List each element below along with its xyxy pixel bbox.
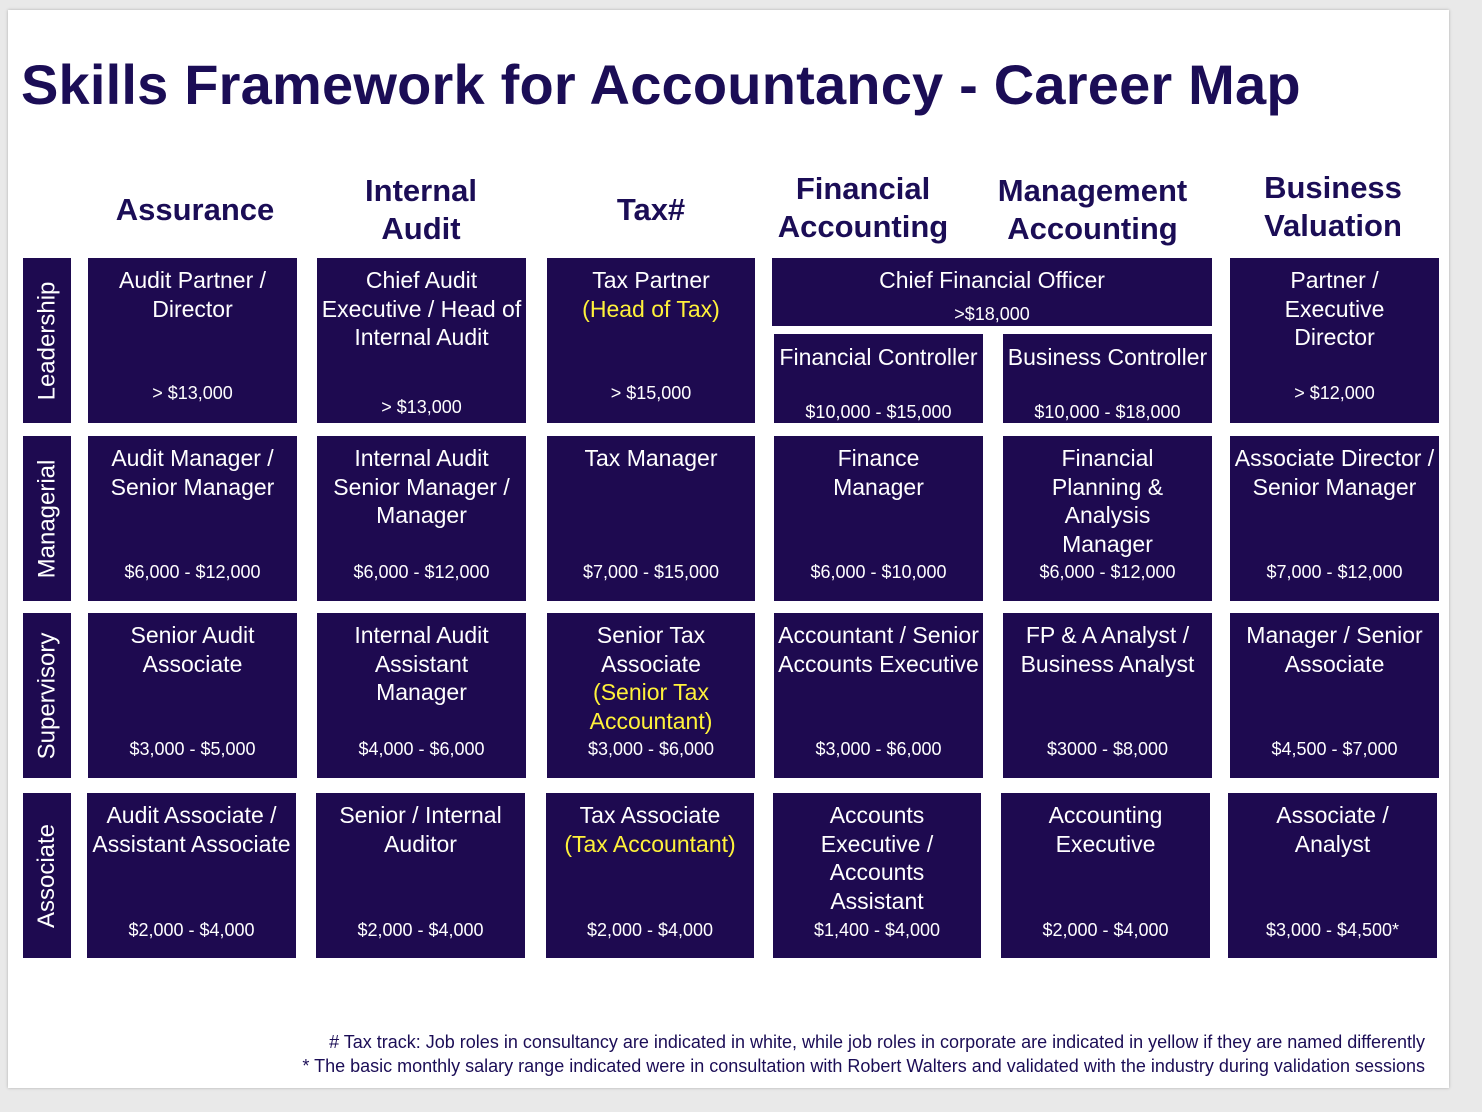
role-title: Accounts Executive / Accounts Assistant [820,802,934,915]
salary-range: $6,000 - $12,000 [1039,562,1176,582]
role-financial-controller [774,334,983,423]
role-senior-tax-associate [547,613,755,778]
salary-range: $6,000 - $12,000 [124,562,261,582]
role-title: Audit Partner / Director [118,267,267,322]
role-associate-analyst [1228,793,1437,958]
salary-range: $2,000 - $4,000 [357,920,484,940]
role-title: Internal Audit Assistant Manager [354,622,489,706]
role-fpa-manager [1003,436,1212,601]
role-title: Accounting Executive [1048,802,1163,857]
role-finance-manager [774,436,983,601]
role-internal-audit-senior-manager [317,436,526,601]
column-header-management-accounting: Management Accounting [997,173,1188,246]
role-tax-partner [547,258,755,423]
tax-track-footnote: # Tax track: Job roles in consultancy are indicated in white, while job roles in corporate are indicated in yellow if they are named differently [329,1032,1425,1052]
salary-range: $3,000 - $4,500* [1265,920,1400,940]
column-header-business-valuation: Business Valuation [1264,170,1402,243]
role-title: Audit Manager / Senior Manager [110,445,275,500]
salary-range: > $13,000 [152,383,233,403]
role-title: Financial Planning & Analysis Manager [1051,445,1164,558]
corporate-role-title: (Tax Accountant) [564,830,736,857]
footnotes [302,1030,1425,1078]
role-tax-associate [546,793,754,958]
role-accounts-executive [773,793,981,958]
level-label-associate: Associate [23,793,71,958]
role-title: Internal Audit Senior Manager / Manager [333,445,510,529]
role-title: Associate Director / Senior Manager [1234,445,1435,500]
salary-range: > $12,000 [1294,383,1375,403]
role-title: Business Controller [1007,344,1208,370]
column-header-internal-audit: Internal Audit [365,173,477,246]
salary-range: $2,000 - $4,000 [1042,920,1169,940]
salary-range: $1,400 - $4,000 [813,920,941,940]
salary-range: > $15,000 [610,383,692,403]
salary-range: $10,000 - $15,000 [805,402,952,422]
level-label-supervisory: Supervisory [23,613,71,778]
level-label-leadership: Leadership [23,258,71,423]
role-title: Associate / Analyst [1276,802,1389,857]
column-header-financial-accounting: Financial Accounting [777,171,949,244]
role-audit-associate [87,793,296,958]
salary-range: $10,000 - $18,000 [1034,402,1181,422]
role-title: Financial Controller [779,344,978,370]
role-tax-manager [547,436,755,601]
role-title: Manager / Senior Associate [1246,622,1423,677]
salary-range: $6,000 - $10,000 [810,562,947,582]
salary-range: $7,000 - $12,000 [1266,562,1403,582]
salary-range: $3,000 - $5,000 [129,739,256,759]
role-title: Accountant / Senior Accounts Executive [778,622,979,677]
role-business-controller [1003,334,1212,423]
role-title: Tax Partner [592,267,710,293]
role-title: Tax Manager [584,445,718,471]
salary-range: $7,000 - $15,000 [582,562,720,582]
salary-range: $2,000 - $4,000 [128,920,255,940]
corporate-role-title: (Senior Tax Accountant) [589,679,713,735]
salary-range: $2,000 - $4,000 [586,920,714,940]
role-manager-senior-associate [1230,613,1439,778]
salary-range: $6,000 - $12,000 [353,562,490,582]
role-title: Audit Associate / Assistant Associate [92,802,291,857]
salary-range: > $13,000 [381,397,462,417]
role-senior-audit-associate [88,613,297,778]
role-title: Chief Financial Officer [879,267,1105,293]
level-label-managerial: Managerial [23,436,71,601]
role-title: Chief Audit Executive / Head of Internal Audit [321,267,522,351]
role-internal-auditor [316,793,525,958]
role-title: FP & A Analyst / Business Analyst [1020,622,1195,677]
column-header-tax: Tax# [616,192,686,228]
role-accountant [774,613,983,778]
salary-range: $4,500 - $7,000 [1271,739,1398,759]
role-title: Senior Tax Associate [596,622,706,677]
role-title: Partner / Executive Director [1284,267,1385,351]
role-fpa-analyst [1003,613,1212,778]
role-accounting-executive [1001,793,1210,958]
role-chief-audit-executive [317,258,526,423]
role-title: Finance Manager [833,445,924,500]
role-audit-partner [88,258,297,423]
role-chief-financial-officer [772,258,1212,326]
salary-range: $3,000 - $6,000 [815,739,942,759]
role-title: Senior Audit Associate [130,622,255,677]
corporate-role-title: (Head of Tax) [582,295,720,322]
role-audit-manager [88,436,297,601]
salary-range: $3000 - $8,000 [1046,739,1169,759]
role-title: Senior / Internal Auditor [339,802,502,857]
salary-footnote: * The basic monthly salary range indicated were in consultation with Robert Walters and validated with the industry during validation sessions [302,1056,1425,1076]
page-title: Skills Framework for Accountancy - Career Map [21,53,1301,116]
role-internal-audit-assistant-manager [317,613,526,778]
role-associate-director [1230,436,1439,601]
salary-range: $4,000 - $6,000 [358,739,485,759]
salary-range: >$18,000 [954,304,1030,324]
role-partner-executive-director [1230,258,1439,423]
role-title: Tax Associate [579,802,721,828]
salary-range: $3,000 - $6,000 [587,739,715,759]
column-header-assurance: Assurance [115,192,275,228]
